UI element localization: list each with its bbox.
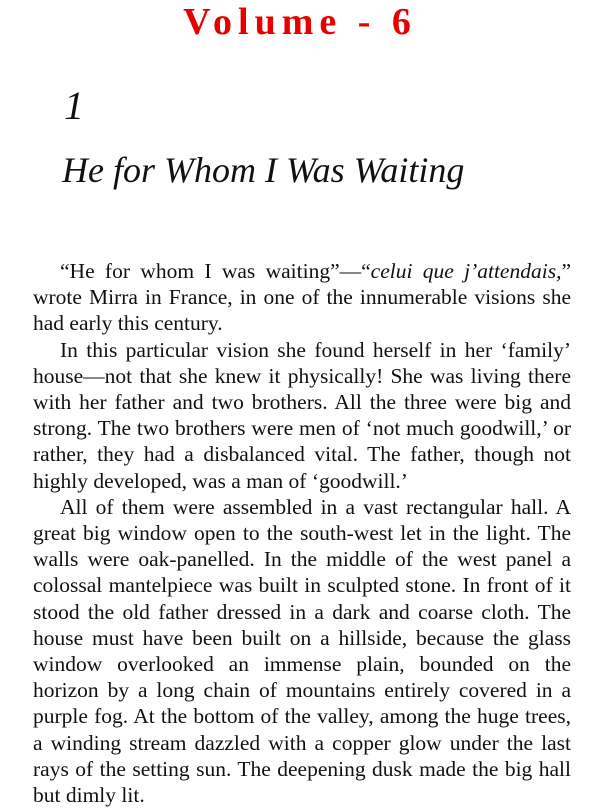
paragraph-1: [33, 258, 571, 337]
paragraph-1-text-start: “He for whom I was waiting”—“: [60, 259, 371, 283]
chapter-title: He for Whom I Was Waiting: [62, 150, 465, 190]
paragraph-1-text-end: ” wrote Mirra in France, in one of the innumerable visions she had early this century.: [33, 259, 571, 336]
volume-heading: Volume - 6: [183, 1, 417, 43]
chapter-body: [33, 258, 571, 808]
chapter-number: 1: [64, 83, 84, 128]
paragraph-3: All of them were assembled in a vast rectangular hall. A great big window open to the south-west let in the light. The walls were oak-panelled. In the middle of the west panel a colossal mantelpiece was built in sculpted stone. In front of it stood the old father dressed in a dark and coarse cloth. The house must have been built on a hillside, because the glass window overlooked an immense plain, bounded on the horizon by a long chain of mountains entirely covered in a purple fog. At the bottom of the valley, among the huge trees, a winding stream dazzled with a copper glow under the last rays of the setting sun. The deepening dusk made the big hall but dimly lit.: [33, 494, 571, 808]
paragraph-1-italic-quote: celui que j’attendais,: [370, 259, 562, 283]
paragraph-2: In this particular vision she found herself in her ‘family’ house—not that she knew it physically! She was living there with her father and two brothers. All the three were big and strong. The two brothers were men of ‘not much goodwill,’ or rather, they had a disbalanced vital. The father, though not highly developed, was a man of ‘goodwill.’: [33, 337, 571, 493]
